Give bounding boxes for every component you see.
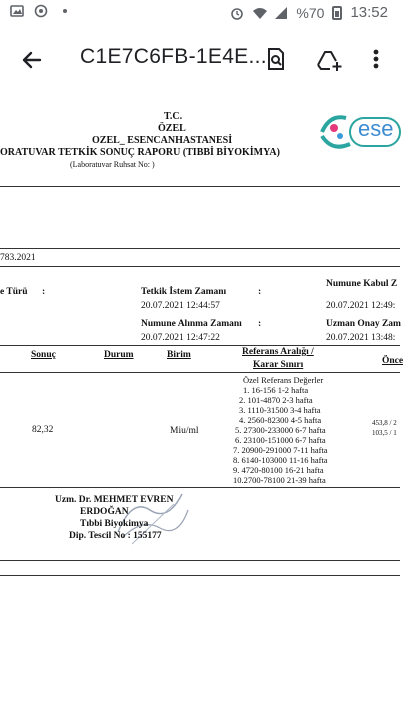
approve-time-value: 20.07.2021 13:48: <box>326 333 396 343</box>
divider-docno-bottom <box>0 266 400 267</box>
alarm-icon <box>230 6 244 20</box>
header-ozel: ÖZEL <box>158 123 186 134</box>
divider-table-bottom <box>0 487 400 488</box>
sample-type-label: e Türü <box>0 287 28 297</box>
previous-result: 103,5 / 1 <box>372 429 397 437</box>
result-unit: Miu/ml <box>170 426 199 436</box>
more-vert-icon[interactable] <box>362 45 390 73</box>
wifi-icon <box>252 6 266 20</box>
header-hospital: OZEL_ ESENCANHASTANESİ <box>92 135 233 146</box>
divider-footer-2 <box>0 575 400 576</box>
col-header-sonuc: Sonuç <box>31 350 56 360</box>
ref-row: 6. 23100-151000 6-7 hafta <box>235 435 326 445</box>
battery-icon <box>332 6 342 20</box>
accept-time-value: 20.07.2021 12:49: <box>326 301 396 311</box>
header-tc: T.C. <box>164 111 183 122</box>
divider-top <box>0 186 400 187</box>
col-header-ref: Referans Aralığı / <box>242 347 314 357</box>
sample-type-colon: : <box>42 287 46 297</box>
ref-row: 4. 2560-82300 4-5 hafta <box>239 415 322 425</box>
divider-docno-top <box>0 248 400 249</box>
collect-time-value: 20.07.2021 12:47:22 <box>141 333 220 343</box>
ref-row: 8. 6140-103000 11-16 hafta <box>233 455 328 465</box>
header-license: (Laboratuvar Ruhsat No: ) <box>70 160 155 169</box>
divider-table-top <box>0 345 400 346</box>
previous-result: 453,8 / 2 <box>372 419 397 427</box>
file-title: C1E7C6FB-1E4E... <box>80 45 267 68</box>
signature-registration: Dip. Tescil No : 155177 <box>69 531 162 541</box>
signature-surname: ERDOĞAN <box>80 507 129 517</box>
ref-row: 3. 1110-31500 3-4 hafta <box>239 405 321 415</box>
collect-time-colon: : <box>258 319 262 329</box>
hospital-logo <box>316 110 400 154</box>
request-time-value: 20.07.2021 12:44:57 <box>141 301 220 311</box>
search-document-icon[interactable] <box>262 45 290 73</box>
status-bar <box>0 0 400 28</box>
col-header-once: Önce <box>382 356 403 366</box>
ref-header: Özel Referans Değerler <box>243 375 324 385</box>
clock: 13:52 <box>350 4 388 21</box>
result-value: 82,32 <box>32 425 54 435</box>
add-to-drive-icon[interactable] <box>314 45 342 73</box>
document-number: 783.2021 <box>0 253 36 263</box>
col-header-ref2: Karar Sınırı <box>253 360 304 370</box>
ref-row: 5. 27300-233000 6-7 hafta <box>235 425 326 435</box>
request-time-colon: : <box>258 287 262 297</box>
gallery-icon <box>34 4 48 18</box>
document-page <box>0 90 403 711</box>
signature-department: Tıbbi Biyokimya <box>80 519 149 529</box>
app-bar <box>0 28 400 91</box>
ref-row: 2. 101-4870 2-3 hafta <box>239 395 313 405</box>
more-dots-icon <box>58 4 72 18</box>
col-header-birim: Birim <box>167 350 191 360</box>
signature-name: Uzm. Dr. MEHMET EVREN <box>55 495 174 505</box>
divider-footer-1 <box>0 560 400 561</box>
back-arrow-icon[interactable] <box>18 46 46 74</box>
ref-row: 7. 20900-291000 7-11 hafta <box>233 445 328 455</box>
signal-icon <box>274 6 288 20</box>
header-lab-title: ORATUVAR TETKİK SONUÇ RAPORU (TIBBİ BİYOKİMYA) <box>0 147 280 158</box>
ref-row: 9. 4720-80100 16-21 hafta <box>233 465 324 475</box>
divider-table-header <box>0 372 400 373</box>
battery-percent: %70 <box>296 4 325 21</box>
accept-time-label: Numune Kabul Z <box>326 279 398 289</box>
col-header-durum: Durum <box>104 350 134 360</box>
logo-text: ese <box>358 116 394 141</box>
photos-icon <box>10 4 24 18</box>
request-time-label: Tetkik İstem Zamanı <box>141 287 227 297</box>
collect-time-label: Numune Alınma Zamanı <box>141 319 242 329</box>
ref-row: 10.2700-78100 21-39 hafta <box>233 475 326 485</box>
ref-row: 1. 16-156 1-2 hafta <box>243 385 309 395</box>
approve-time-label: Uzman Onay Zam <box>326 319 401 329</box>
